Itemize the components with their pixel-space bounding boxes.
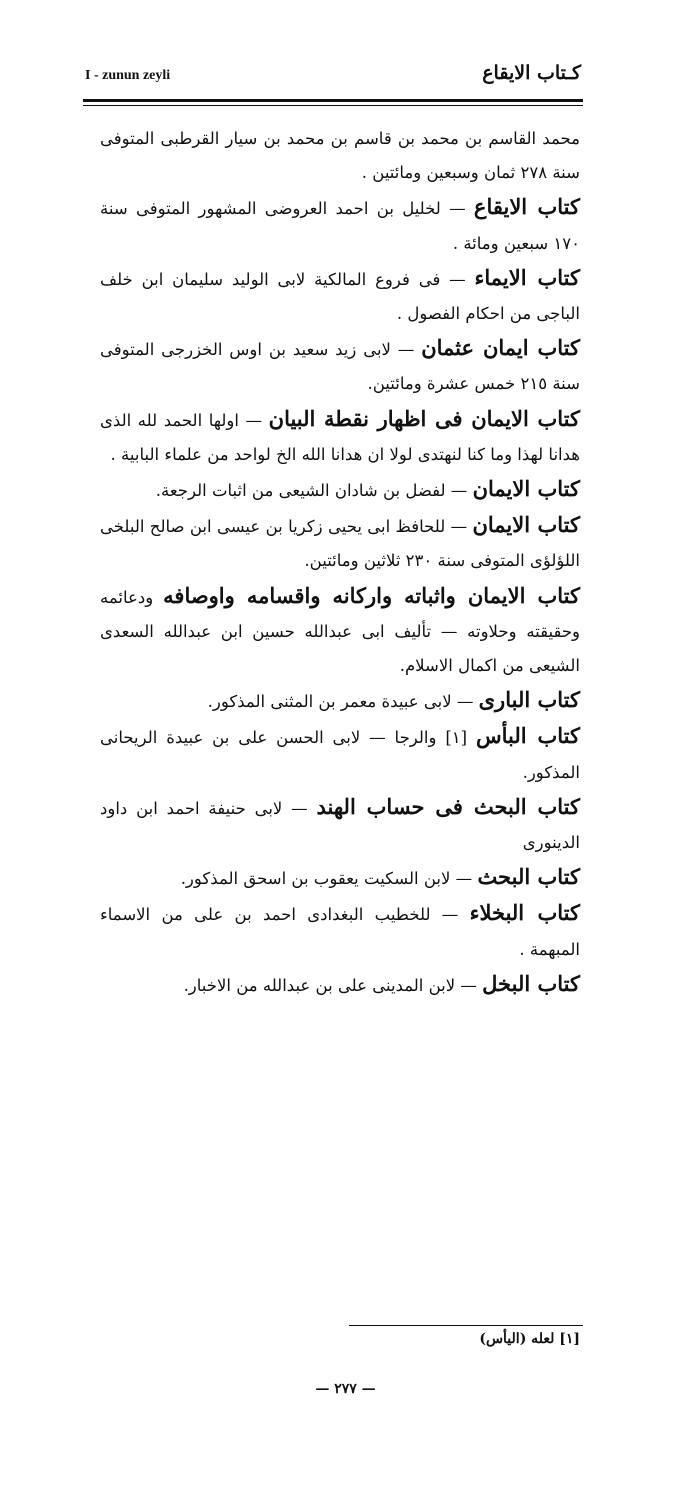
entry-text: — اولها الحمد لله الذى هدانا لهذا وما كنا لنهتدى لولا ان هدانا الله الخ لواحد من علماء البابية . xyxy=(100,410,580,464)
page-number: — ٢٧٧ — xyxy=(315,1381,376,1397)
entry-title: كتاب الايقاع xyxy=(473,194,580,220)
entry-title: كتاب الايمان xyxy=(472,476,580,502)
entry xyxy=(100,579,580,684)
footnote-rule xyxy=(349,1325,583,1326)
entry-text: ودعائمه وحقيقته وحلاوته — تأليف ابى عبدالله حسين ابن عبدالله السعدى الشيعى من اكمال الاسلام. xyxy=(100,587,580,676)
entry xyxy=(100,683,580,719)
entry-text: — لابى زيد سعيد بن اوس الخزرجى المتوفى سنة ٢١٥ خمس عشرة ومائتين. xyxy=(100,340,580,394)
header-left-label: I - zunun zeyli xyxy=(85,68,171,83)
entry xyxy=(100,719,580,789)
entry-text: — لفضل بن شادان الشيعى من اثبات الرجعة. xyxy=(155,481,468,501)
entry xyxy=(100,896,580,966)
entry xyxy=(100,402,580,472)
entry-title: كتاب الايمان واثباته واركانه واقسامه واوصافه xyxy=(163,582,580,608)
entry xyxy=(100,190,580,260)
entry-text: — للخطيب البغدادى احمد بن على من الاسماء المبهمة . xyxy=(100,905,580,959)
entry xyxy=(100,508,580,578)
footnote: [١] لعله (اليأس) xyxy=(479,1331,580,1347)
entry xyxy=(100,331,580,401)
entry-text: محمد القاسم بن محمد بن قاسم بن محمد بن سيار القرطبى المتوفى سنة ٢٧٨ ثمان وسبعين ومائتين . xyxy=(100,129,580,183)
entry-text: — فى فروع المالكية لابى الوليد سليمان ابن خلف الباجى من احكام الفصول . xyxy=(100,269,580,324)
entry-title: كتاب الايمان فى اظهار نقطة البيان xyxy=(268,405,580,431)
page-header xyxy=(85,62,581,96)
entry-text: — للحافظ ابى يحيى زكريا بن عيسى ابن صالح البلخى اللؤلؤى المتوفى سنة ٢٣٠ ثلاثين ومائتين. xyxy=(100,517,580,571)
entries-list xyxy=(100,120,580,1003)
entry xyxy=(100,790,580,860)
entry-title: كتاب الايمان xyxy=(472,512,580,538)
entry-title: كتاب البخلاء xyxy=(469,900,581,926)
header-rule-thick xyxy=(83,99,583,102)
entry-text: — لابن السكيت يعقوب بن اسحق المذكور. xyxy=(180,869,473,889)
entry-title: كتاب البارى xyxy=(478,687,580,713)
entry-title: كتاب الايماء xyxy=(474,264,580,290)
entry xyxy=(100,120,580,190)
running-title: كـتاب الايقاع xyxy=(482,62,581,84)
entry xyxy=(100,860,580,896)
entry-text: [١] والرجا — لابى الحسن على بن عبيدة الريحانى المذكور. xyxy=(100,728,580,782)
header-rule-thin xyxy=(83,105,583,106)
entry-title: كتاب البحث xyxy=(477,864,580,890)
entry xyxy=(100,472,580,508)
entry-text: — لابى عبيدة معمر بن المثنى المذكور. xyxy=(207,692,474,712)
entry xyxy=(100,261,580,331)
entry-text: — لابن المدينى على بن عبدالله من الاخبار. xyxy=(183,975,477,995)
entry-title: كتاب البخل xyxy=(482,970,580,996)
entry-title: كتاب ايمان عثمان xyxy=(421,335,581,361)
entry-title: كتاب البحث فى حساب الهند xyxy=(316,793,580,819)
entry-text: — لابى حنيفة احمد ابن داود الدينورى xyxy=(100,798,580,853)
entry-title: كتاب البأس xyxy=(475,723,580,749)
entry xyxy=(100,967,580,1003)
entry-text: — لخليل بن احمد العروضى المشهور المتوفى سنة ١٧٠ سبعين ومائة . xyxy=(100,199,580,253)
